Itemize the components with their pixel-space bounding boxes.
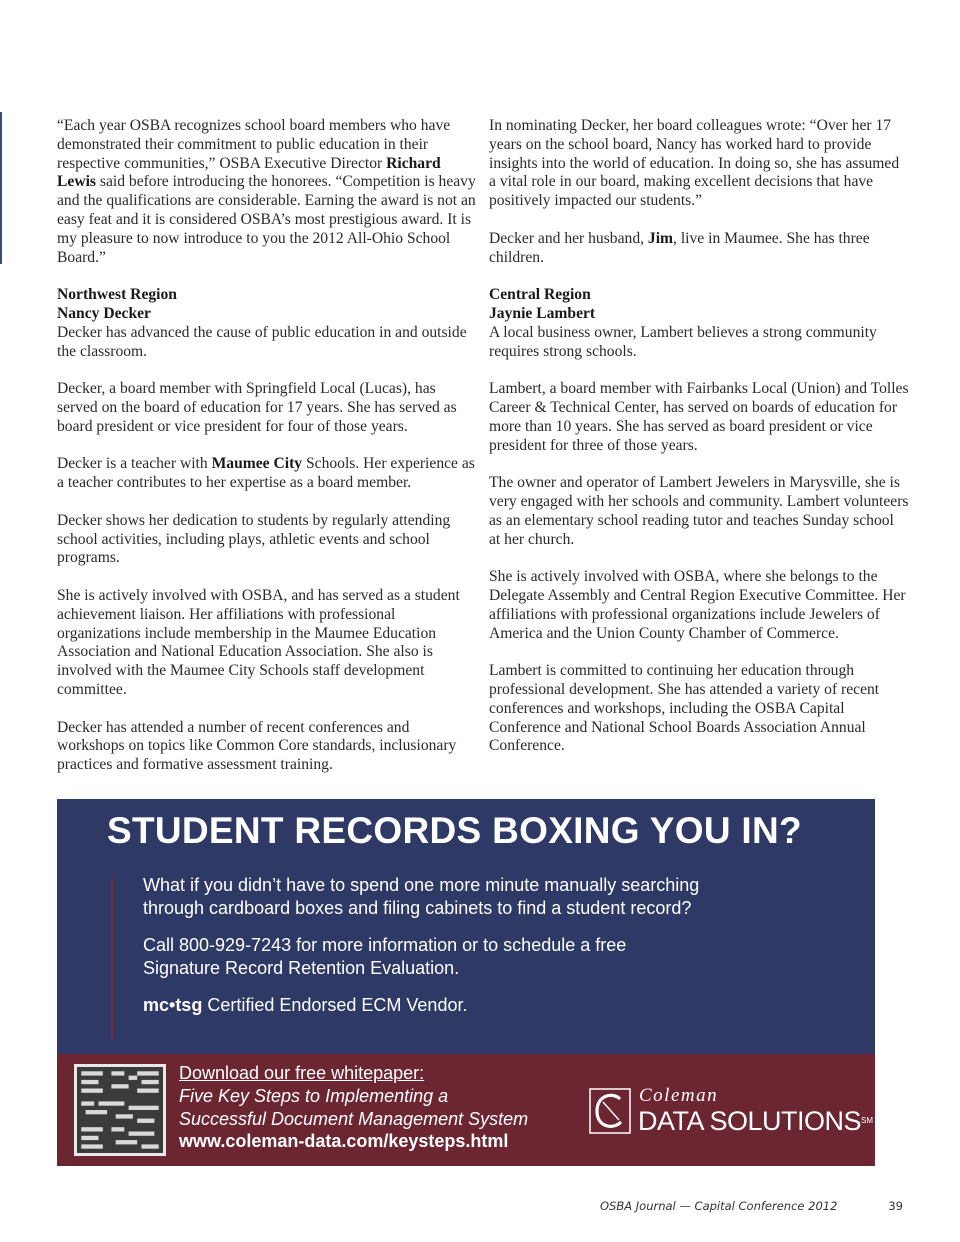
lambert-paragraph-board: Lambert, a board member with Fairbanks Local (Union) and Tolles Career & Technical Center, has served on boards of education for more than 10 years. She has served as board president or vice president for three of those years.	[489, 380, 909, 454]
decker-paragraph-dedication: Decker shows her dedication to students by regularly attending school activities, including plays, athletic events and school programs.	[57, 511, 451, 567]
mctsg-brand: mc•tsg	[143, 995, 203, 1016]
northwest-honoree-section	[57, 286, 477, 361]
logo-name-coleman: Coleman	[639, 1085, 719, 1106]
logo-data-solutions: DATA SOLUTIONS℠	[638, 1106, 874, 1136]
lambert-paragraph-education: Lambert is committed to continuing her education through professional development. She has attended a variety of recent conferences and workshops, including the OSBA Capital Conference and National School Boards Association Annual Conference.	[489, 662, 880, 755]
advertisement-coleman	[57, 799, 875, 1166]
coleman-logo	[589, 1085, 874, 1136]
decker-nomination-quote: In nominating Decker, her board colleagues wrote: “Over her 17 years on the school board, Nancy has worked hard to provide insights into the world of education. In doing so, she has assumed a vital role in our board, making excellent decisions that have positively impacted our students.”	[489, 117, 900, 210]
ad-bottom-panel	[57, 1054, 875, 1166]
ad-accent-rule	[111, 879, 113, 1039]
lambert-paragraph-osba: She is actively involved with OSBA, where she belongs to the Delegate Assembly and Central Region Executive Committee. Her affiliations with professional organizations include Jewelers of America and the Union County Chamber of Commerce.	[489, 568, 906, 642]
whitepaper-download-link[interactable]: Download our free whitepaper:	[179, 1063, 425, 1083]
whitepaper-url[interactable]: www.coleman-data.com/keysteps.html	[179, 1131, 509, 1152]
decker-paragraph-conferences: Decker has attended a number of recent conferences and workshops on topics like Common Core standards, inclusionary practices and formative assessment training.	[57, 718, 457, 774]
region-heading-northwest: Northwest Region	[57, 286, 177, 304]
ad-top-panel	[57, 799, 875, 1054]
honoree-name-decker: Nancy Decker	[57, 304, 151, 322]
whitepaper-title-line2: Successful Document Management System	[179, 1108, 529, 1129]
honoree-name-lambert: Jaynie Lambert	[489, 304, 596, 322]
ad-body-copy	[143, 874, 703, 1032]
ad-copy-question: What if you didn’t have to spend one more minute manually searching through cardboard boxes and filing cabinets to find a student record?	[143, 875, 700, 918]
whitepaper-title-line1: Five Key Steps to Implementing a	[179, 1085, 449, 1106]
ad-copy-vendor: mc•tsg Certified Endorsed ECM Vendor.	[143, 995, 468, 1016]
qr-code-icon[interactable]	[74, 1064, 166, 1156]
ad-copy-call: Call 800-929-7243 for more information or to schedule a free Signature Record Retention Evaluation.	[143, 935, 627, 978]
executive-director-name: Richard Lewis	[57, 154, 441, 191]
region-heading-central: Central Region	[489, 286, 591, 304]
article-right-column	[489, 117, 909, 775]
whitepaper-promo	[179, 1062, 599, 1153]
decker-paragraph-osba: She is actively involved with OSBA, and has served as a student achievement liaison. Her affiliations with professional organizations include membership in the Maumee Education Association and National Education Association. She also is involved with the Maumee City Schools staff development committee.	[57, 586, 460, 698]
intro-quote-paragraph: “Each year OSBA recognizes school board members who have demonstrated their commitment to public education in their respective communities,” OSBA Executive Director Richard Lewis said before introducing the honorees. “Competition is heavy and the qualifications are considerable. Earning the award is not an easy feat and it is considered OSBA’s most prestigious award. It is my pleasure to now introduce to you the 2012 All-Ohio School Board.”	[57, 117, 476, 266]
ad-headline: STUDENT RECORDS BOXING YOU IN?	[107, 810, 802, 851]
decker-family-paragraph: Decker and her husband, Jim, live in Maumee. She has three children.	[489, 229, 870, 266]
page-number: 39	[888, 1199, 903, 1213]
central-honoree-section	[489, 286, 909, 361]
publication-name: OSBA Journal — Capital Conference 2012	[600, 1199, 838, 1213]
decker-summary: Decker has advanced the cause of public education in and outside the classroom.	[57, 323, 467, 360]
decker-paragraph-teacher: Decker is a teacher with Maumee City Schools. Her experience as a teacher contributes to her expertise as a board member.	[57, 455, 475, 492]
article-left-column	[57, 117, 477, 794]
page-footer	[600, 1199, 905, 1213]
coleman-c-logo-icon	[589, 1088, 631, 1134]
lambert-summary: A local business owner, Lambert believes a strong community requires strong schools.	[489, 323, 877, 360]
lambert-paragraph-business: The owner and operator of Lambert Jewelers in Marysville, she is very engaged with her schools and community. Lambert volunteers as an elementary school reading tutor and teaches Sunday school at her church.	[489, 474, 909, 548]
decker-paragraph-board: Decker, a board member with Springfield Local (Lucas), has served on the board of education for 17 years. She has served as board president or vice president for four of those years.	[57, 380, 457, 435]
margin-accent-rule	[0, 112, 2, 264]
